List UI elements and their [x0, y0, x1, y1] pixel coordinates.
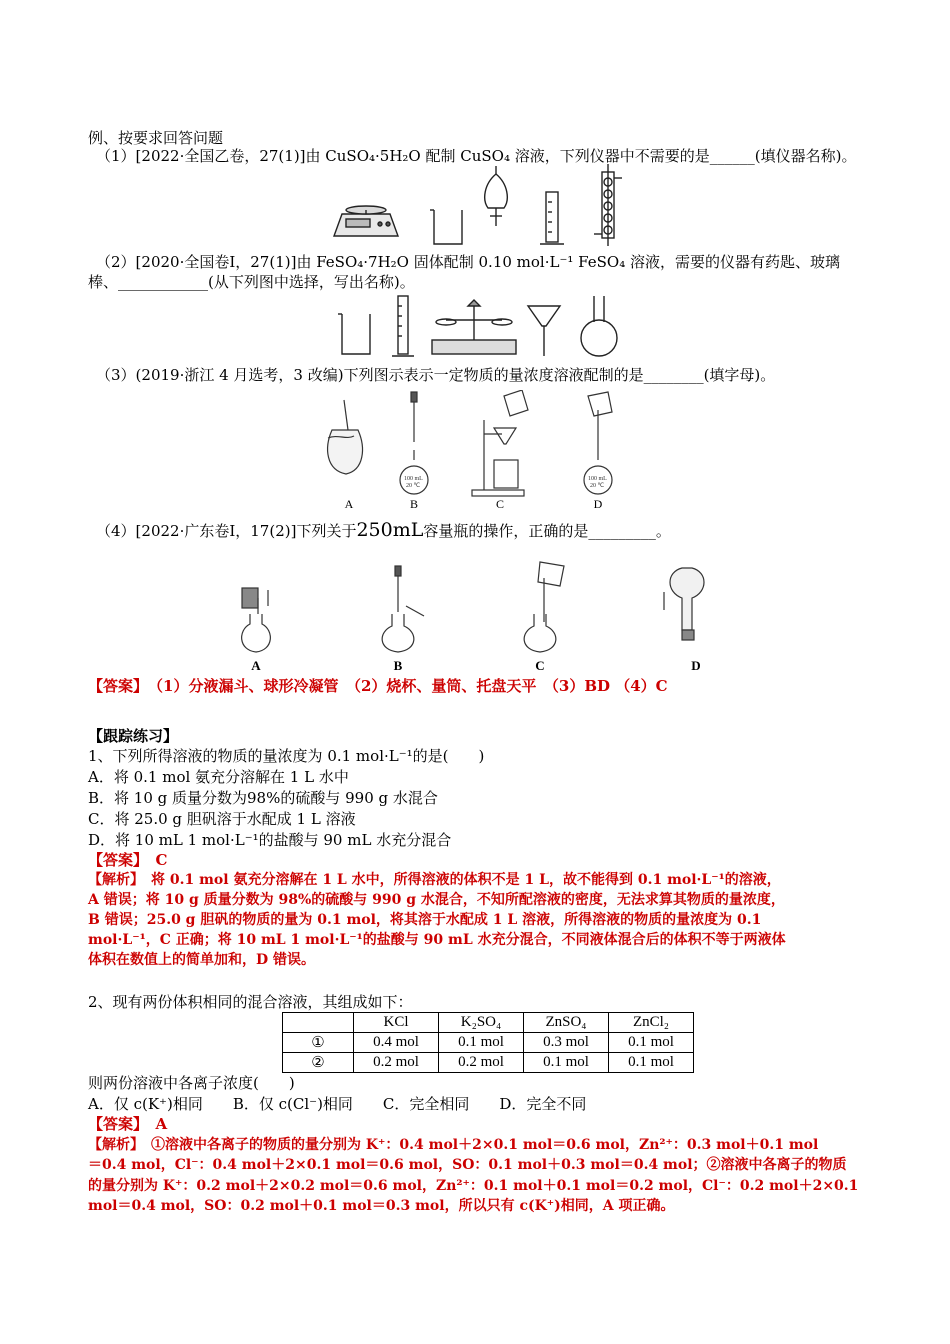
question-4-prefix: （4）[2022·广东卷Ⅰ，17(2)]下列关于 [96, 522, 357, 540]
table-header-cell: KCl [354, 1013, 439, 1033]
question-2-line-2: 棒、____________(从下列图中选择，写出名称)。 [88, 273, 415, 291]
flask-d-label-temp: 20 ℃ [590, 483, 605, 489]
question-4-suffix: 容量瓶的操作，正确的是_________。 [423, 522, 671, 540]
table-row [283, 1053, 694, 1073]
separatory-funnel-icon [485, 166, 508, 226]
practice-1-answer: 【答案】 C [88, 851, 168, 869]
question-4 [96, 520, 671, 541]
practice-1-option-a: A．将 0.1 mol 氨充分溶解在 1 L 水中 [88, 768, 349, 786]
q4-label-b: B [393, 658, 403, 673]
beaker-icon [430, 210, 462, 244]
flask-b-label-volume: 100 mL [404, 476, 423, 482]
beaker-icon [338, 314, 370, 354]
practice-1-stem: 1、下列所得溶液的物质的量浓度为 0.1 mol·L⁻¹的是( ) [88, 747, 485, 765]
hand-shaking-flask-icon [328, 400, 363, 474]
table-header-cell: K₂SO₄ [439, 1013, 524, 1033]
practice-heading: 【跟踪练习】 [88, 727, 179, 745]
flask-stopper-a-icon [242, 588, 271, 652]
question-1: （1）[2022·全国乙卷，27(1)]由 CuSO₄·5H₂O 配制 CuSO₄ 溶液，下列仪器中不需要的是______(填仪器名称)。 [96, 147, 857, 165]
q4-label-c: C [535, 658, 545, 673]
bulb-condenser-icon [594, 164, 622, 246]
practice-1-analysis-5: 体积在数值上的简单加和，D 错误。 [88, 952, 316, 968]
funnel-icon [528, 306, 560, 356]
flask-d-label-volume: 100 mL [588, 476, 607, 482]
table-cell: ② [283, 1053, 354, 1073]
flask-dropper-b-icon [382, 566, 424, 652]
flask-pouring-c-icon [524, 562, 564, 652]
q4-label-a: A [251, 658, 261, 673]
q3-label-b: B [409, 497, 419, 511]
table-header-row [283, 1013, 694, 1033]
table-cell: 0.1 mol [439, 1033, 524, 1053]
tray-balance-icon [432, 300, 516, 354]
table-cell: 0.2 mol [439, 1053, 524, 1073]
table-cell: 0.4 mol [354, 1033, 439, 1053]
table-header-cell [283, 1013, 354, 1033]
practice-1-analysis-2: A 错误；将 10 g 质量分数为 98%的硫酸与 990 g 水混合，不知所配溶液的密度，无法求算其物质的量浓度， [88, 892, 785, 908]
practice-1-analysis-1: 【解析】 将 0.1 mol 氨充分溶解在 1 L 水中，所得溶液的体积不是 1 L，故不能得到 0.1 mol·L⁻¹的溶液， [88, 872, 781, 888]
practice-2-analysis-4: mol＝0.4 mol，SO：0.2 mol＋0.1 mol＝0.3 mol，所以只有 c(K⁺)相同，A 项正确。 [88, 1198, 675, 1214]
practice-1-option-d: D．将 10 mL 1 mol·L⁻¹的盐酸与 90 mL 水充分混合 [88, 831, 452, 849]
composition-table [282, 1012, 694, 1073]
table-header-cell: ZnCl₂ [609, 1013, 694, 1033]
practice-2-stem: 2、现有两份体积相同的混合溶液，其组成如下： [88, 993, 413, 1011]
q4-options-figure [226, 558, 712, 676]
flask-b-label-temp: 20 ℃ [406, 483, 421, 489]
q1-instruments-figure [326, 164, 626, 250]
example-answer: 【答案】 （1）分液漏斗、球形冷凝管 （2）烧杯、量筒、托盘天平 （3）BD （4）C [88, 677, 668, 695]
practice-2-answer: 【答案】 A [88, 1115, 168, 1133]
table-cell: 0.1 mol [609, 1053, 694, 1073]
practice-2-analysis-1: 【解析】 ①溶液中各离子的物质的量分别为 K⁺：0.4 mol＋2×0.1 mol＝0.6 mol，Zn²⁺：0.3 mol＋0.1 mol [88, 1137, 819, 1153]
practice-2-question: 则两份溶液中各离子浓度( ) [88, 1074, 295, 1092]
flask-inverted-d-icon [664, 568, 704, 640]
table-cell: 0.1 mol [609, 1033, 694, 1053]
question-4-volume: 250mL [356, 519, 424, 541]
electronic-balance-icon [334, 206, 398, 236]
practice-1-option-b: B．将 10 g 质量分数为98%的硫酸与 990 g 水混合 [88, 789, 438, 807]
table-row [283, 1033, 694, 1053]
q3-label-c: C [495, 497, 505, 511]
flask-dropper-b-icon [400, 392, 428, 494]
graduated-cylinder-icon [540, 192, 564, 244]
q3-label-d: D [593, 497, 603, 511]
table-cell: 0.1 mol [524, 1053, 609, 1073]
round-bottom-flask-icon [581, 296, 617, 356]
table-cell: 0.3 mol [524, 1033, 609, 1053]
q2-instruments-figure [336, 292, 626, 360]
table-header-cell: ZnSO₄ [524, 1013, 609, 1033]
practice-2-analysis-3: 的量分别为 K⁺：0.2 mol＋2×0.2 mol＝0.6 mol，Zn²⁺：0.1 mol＋0.1 mol＝0.2 mol，Cl⁻：0.2 mol＋2×0.1 [88, 1178, 859, 1194]
filtration-setup-icon [472, 390, 528, 496]
example-title: 例、按要求回答问题 [88, 129, 224, 147]
practice-1-analysis-4: mol·L⁻¹，C 正确；将 10 mL 1 mol·L⁻¹的盐酸与 90 mL 水充分混合，不同液体混合后的体积不等于两液体 [88, 932, 786, 948]
q3-options-figure [318, 390, 630, 512]
question-3: （3）(2019·浙江 4 月选考，3 改编)下列图示表示一定物质的量浓度溶液配制的是________(填字母)。 [96, 366, 776, 384]
practice-1-analysis-3: B 错误；25.0 g 胆矾的物质的量为 0.1 mol，将其溶于水配成 1 L 溶液，所得溶液的物质的量浓度为 0.1 [88, 912, 762, 928]
practice-2-options: A．仅 c(K⁺)相同 B．仅 c(Cl⁻)相同 C．完全相同 D．完全不同 [88, 1095, 587, 1113]
q4-label-d: D [691, 658, 701, 673]
flask-pouring-d-icon [584, 392, 612, 494]
table-cell: 0.2 mol [354, 1053, 439, 1073]
graduated-cylinder-icon [392, 296, 414, 356]
table-cell: ① [283, 1033, 354, 1053]
q3-label-a: A [344, 497, 354, 511]
question-2-line-1: （2）[2020·全国卷Ⅰ，27(1)]由 FeSO₄·7H₂O 固体配制 0.10 mol·L⁻¹ FeSO₄ 溶液，需要的仪器有药匙、玻璃 [96, 253, 840, 271]
practice-2-analysis-2: ＝0.4 mol，Cl⁻：0.4 mol＋2×0.1 mol＝0.6 mol，SO：0.1 mol＋0.3 mol＝0.4 mol；②溶液中各离子的物质 [88, 1157, 847, 1173]
practice-1-option-c: C．将 25.0 g 胆矾溶于水配成 1 L 溶液 [88, 810, 356, 828]
